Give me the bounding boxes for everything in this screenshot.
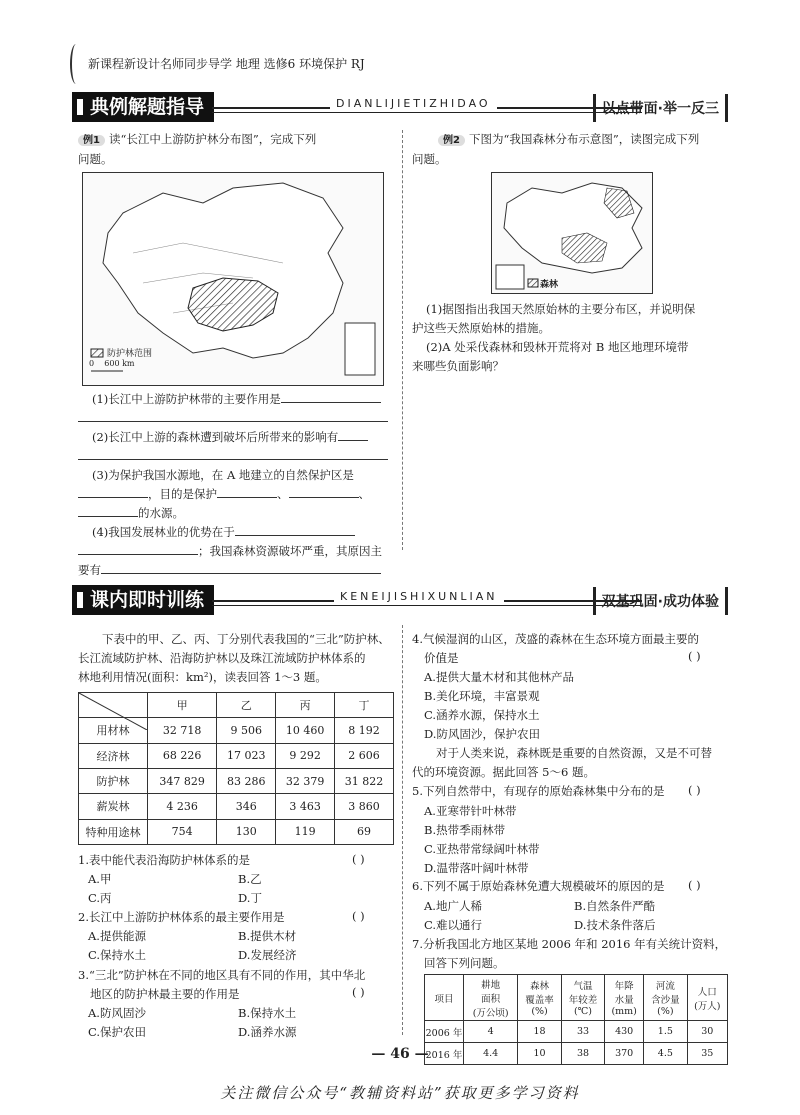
table-cell: 3 860 — [335, 794, 394, 819]
table-cell: 430 — [605, 1021, 644, 1043]
question-2: 2.长江中上游防护林体系的最主要作用是 — [78, 910, 285, 924]
table-cell: 薪炭林 — [79, 794, 148, 819]
answer-bracket[interactable]: ( ) — [352, 852, 365, 866]
option[interactable]: D.防风固沙，保护农田 — [424, 727, 540, 741]
answer-bracket[interactable]: ( ) — [688, 878, 701, 892]
answer-bracket[interactable]: ( ) — [688, 783, 701, 797]
table-cell: 防护林 — [79, 768, 148, 793]
table-row — [425, 1021, 728, 1043]
table-cell: 2016 年 — [425, 1043, 464, 1065]
table-cell: 754 — [148, 819, 217, 844]
answer-bracket[interactable]: ( ) — [352, 909, 365, 923]
table-intro: 下表中的甲、乙、丙、丁分别代表我国的“三北”防护林、 长江流域防护林、沿海防护林以及珠江流域防护林体系的 林地利用情况(面积：km²)，读表回答 1～3 题。 — [78, 632, 390, 684]
table-header-cell: 甲 — [148, 693, 217, 718]
example1-prompt: 例1 读“长江中上游防护林分布图”，完成下列 问题。 — [78, 132, 317, 166]
option[interactable]: D.技术条件落后 — [574, 918, 656, 932]
table-cell: 4 236 — [148, 794, 217, 819]
header-bracket — [70, 44, 82, 84]
option[interactable]: B.热带季雨林带 — [424, 823, 506, 837]
option[interactable]: C.难以通行 — [424, 918, 483, 932]
table-header-row — [79, 693, 394, 718]
running-header: 新课程新设计名师同步导学 地理 选修6 环境保护 RJ — [88, 57, 365, 71]
table-header-cell: 丁 — [335, 693, 394, 718]
option[interactable]: A.防风固沙 — [88, 1006, 146, 1020]
answer-bracket[interactable]: ( ) — [352, 985, 365, 999]
section-title: 典例解题指导 — [72, 92, 214, 122]
table-cell: 38 — [561, 1043, 604, 1065]
table-cell: 346 — [217, 794, 276, 819]
passage-note: 对于人类来说，森林既是重要的自然资源，又是不可替 代的环境资源。据此回答 5～6 题。 — [412, 746, 712, 779]
option[interactable]: C.丙 — [88, 891, 112, 905]
table-cell: 370 — [605, 1043, 644, 1065]
option[interactable]: C.保护农田 — [88, 1025, 147, 1039]
table-cell: 32 379 — [276, 768, 335, 793]
option[interactable]: D.丁 — [238, 891, 262, 905]
table-header-cell: 耕地 面积 (万公顷) — [464, 975, 518, 1021]
section-banner-examples — [72, 92, 728, 122]
question-5: 5.下列自然带中，有现存的原始森林集中分布的是 — [412, 784, 665, 798]
answer-bracket[interactable]: ( ) — [688, 649, 701, 663]
table-cell: 4.4 — [464, 1043, 518, 1065]
table-cell: 9 506 — [217, 718, 276, 743]
table-cell: 8 192 — [335, 718, 394, 743]
table-cell: 10 — [518, 1043, 561, 1065]
table-cell: 9 292 — [276, 743, 335, 768]
table-cell: 30 — [687, 1021, 727, 1043]
table-row — [79, 743, 394, 768]
section-title: 课内即时训练 — [72, 585, 214, 615]
option[interactable]: A.亚寒带针叶林带 — [424, 804, 517, 818]
example-badge: 例2 — [438, 135, 465, 146]
table-cell: 4.5 — [644, 1043, 687, 1065]
section-banner-practice — [72, 585, 728, 615]
table-cell: 33 — [561, 1021, 604, 1043]
yangtze-forest-map — [82, 172, 384, 386]
table-cell: 2006 年 — [425, 1021, 464, 1043]
table-cell: 4 — [464, 1021, 518, 1043]
table-cell: 119 — [276, 819, 335, 844]
option[interactable]: B.乙 — [238, 872, 262, 886]
table-cell: 经济林 — [79, 743, 148, 768]
example2-prompt: 例2 下图为“我国森林分布示意图”，读图完成下列 问题。 — [412, 132, 700, 166]
table-row — [79, 819, 394, 844]
table-row — [79, 768, 394, 793]
table-cell: 10 460 — [276, 718, 335, 743]
table-cell: 32 718 — [148, 718, 217, 743]
page-number: — 46 — — [371, 1046, 429, 1062]
example2-questions: (1)据图指出我国天然原始林的主要分布区，并说明保 护这些天然原始林的措施。 (2)A 处采伐森林和毁林开荒将对 B 地区地理环境带 来哪些负面影响？ — [412, 302, 696, 373]
section-pinyin: KENEIJISHIXUNLIAN — [334, 590, 504, 603]
table-cell: 3 463 — [276, 794, 335, 819]
question-6: 6.下列不属于原始森林免遭大规模破坏的原因的是 — [412, 879, 665, 893]
column-divider — [402, 130, 403, 550]
option[interactable]: B.提供木材 — [238, 929, 297, 943]
table-header-cell: 河流 含沙量 (%) — [644, 975, 687, 1021]
table-cell: 68 226 — [148, 743, 217, 768]
table-cell: 特种用途林 — [79, 819, 148, 844]
forest-map-graphic — [492, 173, 652, 293]
forest-use-table — [78, 692, 394, 845]
option[interactable]: A.地广人稀 — [424, 899, 482, 913]
map-legend: 防护林范围 — [107, 349, 153, 359]
table-cell: 31 822 — [335, 768, 394, 793]
option[interactable]: B.美化环境，丰富景观 — [424, 689, 540, 703]
option[interactable]: C.涵养水源，保持水土 — [424, 708, 540, 722]
table-cell: 35 — [687, 1043, 727, 1065]
option[interactable]: A.甲 — [88, 872, 112, 886]
table-cell: 1.5 — [644, 1021, 687, 1043]
option[interactable]: D.涵养水源 — [238, 1025, 297, 1039]
table-cell: 18 — [518, 1021, 561, 1043]
question-7: 7.分析我国北方地区某地 2006 年和 2016 年有关统计资料， 回答下列问题。 — [412, 937, 727, 970]
example-badge: 例1 — [78, 135, 105, 146]
table-header-cell: 乙 — [217, 693, 276, 718]
table-header-cell: 森林 覆盖率 (%) — [518, 975, 561, 1021]
table-row — [79, 794, 394, 819]
table-cell: 83 286 — [217, 768, 276, 793]
promo-line: 关注微信公众号“教辅资料站”获取更多学习资料 — [220, 1084, 580, 1102]
option[interactable]: A.提供能源 — [88, 929, 146, 943]
section-slogan: 双基巩固·成功体验 — [593, 587, 728, 615]
table-cell: 347 829 — [148, 768, 217, 793]
table-header-cell: 年降 水量 (mm) — [605, 975, 644, 1021]
table-header-cell: 气温 年较差 (℃) — [561, 975, 604, 1021]
section-pinyin: DIANLIJIETIZHIDAO — [330, 97, 497, 110]
table-header-cell — [79, 693, 148, 718]
table-header-cell: 人口 (万人) — [687, 975, 727, 1021]
map-legend: 森林 — [540, 280, 559, 290]
column-divider — [402, 625, 403, 1035]
option[interactable]: A.提供大量木材和其他林产品 — [424, 670, 574, 684]
option[interactable]: C.亚热带常绿阔叶林带 — [424, 842, 540, 856]
table-header-cell: 项目 — [425, 975, 464, 1021]
example1-questions: (1)长江中上游防护林带的主要作用是 (2)长江中上游的森林遭到破坏后所带来的影响有 (3)为保护我国水源地，在 A 地建立的自然保护区是 ，目的是保护 、 、 的水源。 (4)我国发展林业的优势在于 ；我国森林资源破坏严重，其原因主 要有 — [78, 390, 393, 580]
section-slogan: 以点带面·举一反三 — [593, 94, 728, 122]
option[interactable]: B.自然条件严酷 — [574, 899, 656, 913]
table-cell: 2 606 — [335, 743, 394, 768]
table-cell: 130 — [217, 819, 276, 844]
map-scale: 0 600 km — [89, 359, 135, 368]
table-header-cell: 丙 — [276, 693, 335, 718]
question-3: 3.“三北”防护林在不同的地区具有不同的作用，其中华北 地区的防护林最主要的作用是 — [78, 968, 366, 1001]
option[interactable]: C.保持水土 — [88, 948, 147, 962]
option[interactable]: B.保持水土 — [238, 1006, 297, 1020]
china-forest-map — [491, 172, 653, 294]
table-cell: 用材林 — [79, 718, 148, 743]
table-cell: 17 023 — [217, 743, 276, 768]
question-1: 1.表中能代表沿海防护林体系的是 — [78, 853, 250, 867]
table-header-row — [425, 975, 728, 1021]
option[interactable]: D.温带落叶阔叶林带 — [424, 861, 529, 875]
option[interactable]: D.发展经济 — [238, 948, 297, 962]
question-4: 4.气候湿润的山区，茂盛的森林在生态环境方面最主要的 价值是 — [412, 632, 699, 665]
table-cell: 69 — [335, 819, 394, 844]
